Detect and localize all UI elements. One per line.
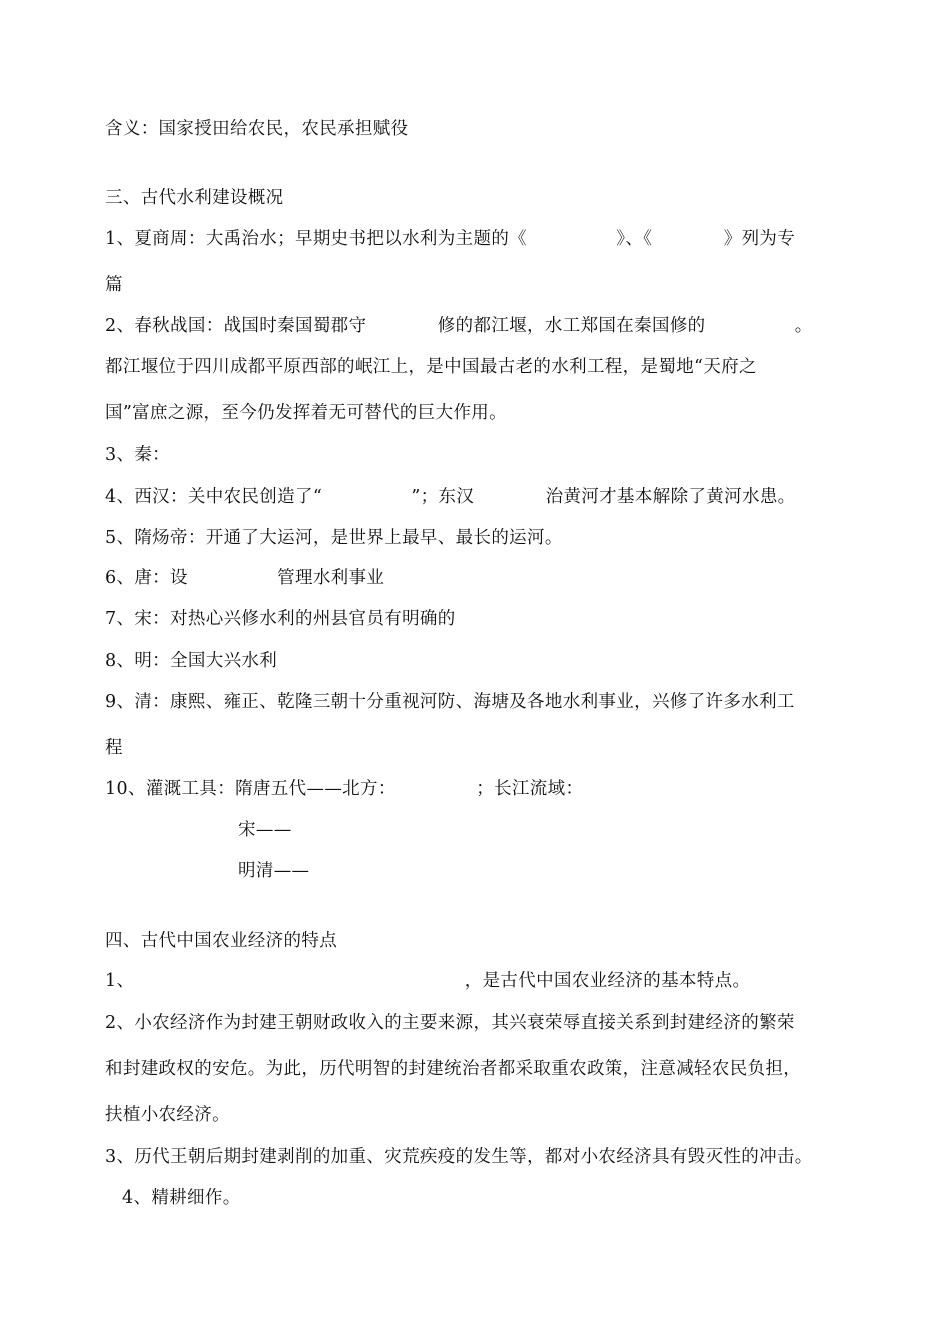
text-line-sui: 5、隋炀帝：开通了大运河，是世界上最早、最长的运河。 [105,528,563,548]
text-line-tang: 6、唐：设 管理水利事业 [105,568,385,588]
text-line-qing-cont: 程 [105,738,123,758]
text-line-irrigation-song: 宋—— [238,820,292,840]
section-heading-water-conservancy: 三、古代水利建设概况 [105,188,284,208]
text-line-han: 4、西汉：关中农民创造了“ ”；东汉 治黄河才基本解除了黄河水患。 [105,487,796,507]
text-line-xia-shang-zhou: 1、夏商周：大禹治水；早期史书把以水利为主题的《 》、《 》列为专 [105,229,796,249]
text-line-feature-2-cont: 和封建政权的安危。为此，历代明智的封建统治者都采取重农政策，注意减轻农民负担， [105,1059,802,1079]
text-line-irrigation-ming-qing: 明清—— [238,861,310,881]
text-line-feature-2: 2、小农经济作为封建王朝财政收入的主要来源，其兴衰荣辱直接关系到封建经济的繁荣 [105,1013,795,1033]
text-line-dujiangyan: 都江堰位于四川成都平原西部的岷江上，是中国最古老的水利工程，是蜀地“天府之 [105,357,757,377]
text-line-feature-2-end: 扶植小农经济。 [105,1105,230,1125]
text-line-irrigation-tools: 10、灌溉工具：隋唐五代——北方： ；长江流域： [105,779,584,799]
text-line-feature-4: 4、精耕细作。 [122,1188,241,1208]
text-line-qin: 3、秦： [105,445,171,465]
text-line-dujiangyan-cont: 国”富庶之源，至今仍发挥着无可替代的巨大作用。 [105,403,507,423]
text-line-feature-1: 1、 ，是古代中国农业经济的基本特点。 [105,971,751,991]
text-line-meaning: 含义：国家授田给农民，农民承担赋役 [105,119,409,139]
text-line-continuation: 篇 [105,275,123,295]
text-line-feature-3: 3、历代王朝后期封建剥削的加重、灾荒疾疫的发生等，都对小农经济具有毁灭性的冲击。 [105,1147,813,1167]
text-line-song: 7、宋：对热心兴修水利的州县官员有明确的 [105,609,456,629]
section-heading-agriculture-features: 四、古代中国农业经济的特点 [105,931,338,951]
text-line-qing: 9、清：康熙、雍正、乾隆三朝十分重视河防、海塘及各地水利事业，兴修了许多水利工 [105,692,795,712]
text-line-ming: 8、明：全国大兴水利 [105,651,278,671]
text-line-spring-autumn: 2、春秋战国：战国时秦国蜀郡守 修的都江堰，水工郑国在秦国修的 。 [105,316,813,336]
